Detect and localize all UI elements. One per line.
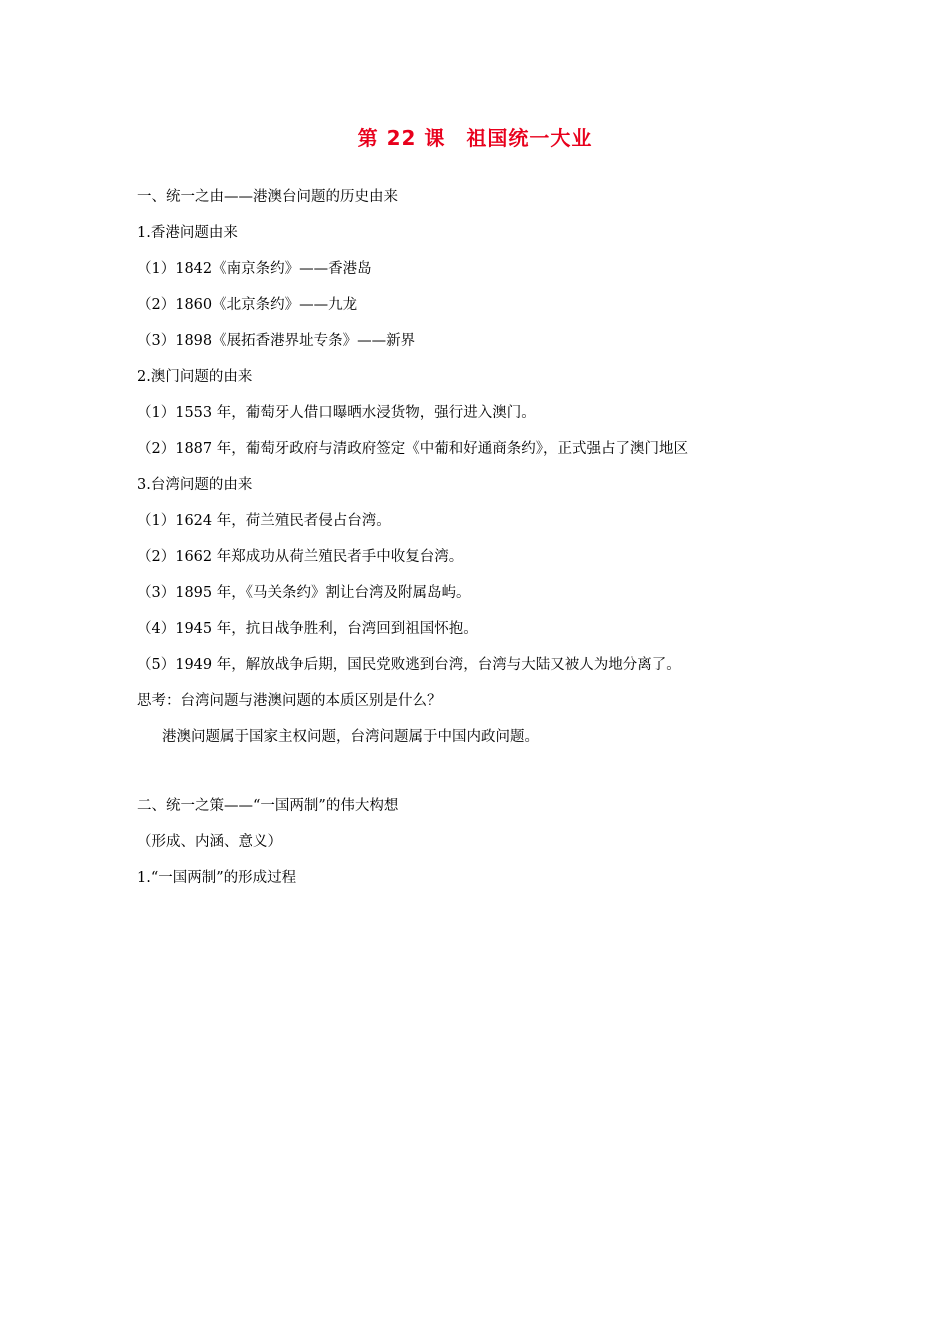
list-item: （1）1553 年，葡萄牙人借口曝晒水浸货物，强行进入澳门。 (137, 405, 536, 421)
lesson-title: 第 22 课 祖国统一大业 (357, 126, 593, 150)
list-item: （5）1949 年，解放战争后期，国民党败逃到台湾，台湾与大陆又被人为地分离了。 (137, 657, 681, 673)
subheading-taiwan: 3.台湾问题的由来 (137, 477, 253, 493)
list-item: （3）1898《展拓香港界址专条》——新界 (137, 333, 416, 349)
section-note: （形成、内涵、意义） (137, 834, 282, 850)
list-item: （4）1945 年，抗日战争胜利，台湾回到祖国怀抱。 (137, 621, 478, 637)
section-heading-2: 二、统一之策——“一国两制”的伟大构想 (137, 798, 399, 814)
list-item: （2）1887 年，葡萄牙政府与清政府签定《中葡和好通商条约》，正式强占了澳门地区 (137, 441, 688, 457)
list-item: （2）1662 年郑成功从荷兰殖民者手中收复台湾。 (137, 549, 464, 565)
subheading-macau: 2.澳门问题的由来 (137, 369, 253, 385)
think-question: 思考：台湾问题与港澳问题的本质区别是什么？ (137, 693, 442, 709)
list-item: （1）1842《南京条约》——香港岛 (137, 261, 372, 277)
list-item: （1）1624 年，荷兰殖民者侵占台湾。 (137, 513, 391, 529)
list-item: （2）1860《北京条约》——九龙 (137, 297, 358, 313)
think-answer: 港澳问题属于国家主权问题，台湾问题属于中国内政问题。 (162, 729, 539, 745)
subheading-hong-kong: 1.香港问题由来 (137, 225, 238, 241)
subheading-formation: 1.“一国两制”的形成过程 (137, 870, 297, 886)
list-item: （3）1895 年，《马关条约》割让台湾及附属岛屿。 (137, 585, 471, 601)
section-heading-1: 一、统一之由——港澳台问题的历史由来 (137, 189, 398, 205)
